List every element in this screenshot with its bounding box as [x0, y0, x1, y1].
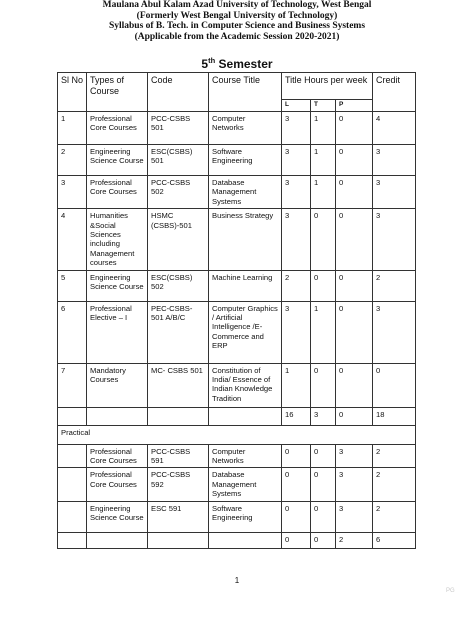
syllabus-table	[57, 72, 416, 549]
cell-l: 3	[282, 209, 311, 270]
cell-type: Professional Core Courses	[87, 176, 148, 209]
cell-t: 0	[311, 363, 336, 407]
cell-t: 1	[311, 301, 336, 363]
semester-number: 5	[201, 57, 209, 71]
semester-suffix: th	[208, 56, 216, 65]
header-t: T	[311, 100, 336, 112]
cell-empty	[209, 532, 282, 548]
table-row	[58, 444, 416, 468]
header-credit: Credit	[373, 73, 416, 112]
total-t: 3	[311, 407, 336, 425]
cell-code: PCC-CSBS 592	[148, 468, 209, 501]
cell-p: 0	[336, 363, 373, 407]
cell-t: 1	[311, 176, 336, 209]
cell-l: 3	[282, 176, 311, 209]
table-row	[58, 270, 416, 301]
cell-p: 0	[336, 209, 373, 270]
syllabus-title: Syllabus of B. Tech. in Computer Science and Business Systems	[108, 21, 366, 31]
cell-type: Engineering Science Course	[87, 145, 148, 176]
table-row	[58, 301, 416, 363]
table-row	[58, 176, 416, 209]
cell-empty	[87, 407, 148, 425]
table-row	[58, 209, 416, 270]
cell-empty	[58, 468, 87, 501]
cell-empty	[58, 501, 87, 532]
total-credit: 6	[373, 532, 416, 548]
cell-credit: 3	[373, 209, 416, 270]
cell-credit: 4	[373, 112, 416, 145]
cell-type: Professional Core Courses	[87, 112, 148, 145]
cell-p: 3	[336, 444, 373, 468]
cell-code: PCC-CSBS 501	[148, 112, 209, 145]
header-p: P	[336, 100, 373, 112]
cell-code: HSMC (CSBS)-501	[148, 209, 209, 270]
former-name: (Formerly West Bengal University of Technology)	[136, 10, 338, 21]
cell-code: ESC 591	[148, 501, 209, 532]
cell-title: Computer Networks	[209, 112, 282, 145]
cell-empty	[87, 532, 148, 548]
cell-p: 3	[336, 501, 373, 532]
cell-credit: 2	[373, 270, 416, 301]
total-l: 16	[282, 407, 311, 425]
header-code: Code	[148, 73, 209, 112]
cell-t: 0	[311, 444, 336, 468]
table-row	[58, 145, 416, 176]
cell-l: 0	[282, 501, 311, 532]
cell-t: 0	[311, 501, 336, 532]
cell-l: 3	[282, 145, 311, 176]
cell-empty	[209, 407, 282, 425]
document-header	[0, 0, 474, 42]
header-hours: Title Hours per week	[282, 73, 373, 100]
cell-t: 0	[311, 270, 336, 301]
cell-sl: 5	[58, 270, 87, 301]
session-note: (Applicable from the Academic Session 2020-2021)	[134, 31, 340, 42]
cell-sl: 7	[58, 363, 87, 407]
cell-title: Database Management Systems	[209, 176, 282, 209]
cell-t: 0	[311, 468, 336, 501]
cell-credit: 3	[373, 176, 416, 209]
cell-credit: 2	[373, 444, 416, 468]
cell-sl: 3	[58, 176, 87, 209]
cell-credit: 0	[373, 363, 416, 407]
watermark: PG	[446, 588, 455, 594]
total-p: 0	[336, 407, 373, 425]
cell-l: 3	[282, 112, 311, 145]
table-row	[58, 112, 416, 145]
practical-header-row	[58, 425, 416, 444]
cell-type: Engineering Science Course	[87, 270, 148, 301]
cell-t: 1	[311, 145, 336, 176]
practical-label: Practical	[58, 425, 416, 444]
cell-type: Professional Core Courses	[87, 444, 148, 468]
cell-code: PCC-CSBS 502	[148, 176, 209, 209]
cell-p: 3	[336, 468, 373, 501]
header-sl: Sl No	[58, 73, 87, 112]
cell-sl: 1	[58, 112, 87, 145]
header-row	[58, 73, 416, 100]
cell-type: Humanities &Social Sciences including Management courses	[87, 209, 148, 270]
cell-code: ESC(CSBS) 502	[148, 270, 209, 301]
table-row	[58, 468, 416, 501]
page-number: 1	[234, 576, 240, 585]
cell-title: Constitution of India/ Essence of Indian Knowledge Tradition	[209, 363, 282, 407]
semester-heading	[0, 56, 474, 71]
cell-p: 0	[336, 270, 373, 301]
cell-l: 1	[282, 363, 311, 407]
cell-empty	[148, 407, 209, 425]
total-credit: 18	[373, 407, 416, 425]
cell-title: Business Strategy	[209, 209, 282, 270]
cell-sl: 2	[58, 145, 87, 176]
total-l: 0	[282, 532, 311, 548]
cell-type: Professional Core Courses	[87, 468, 148, 501]
cell-empty	[58, 444, 87, 468]
cell-code: PCC-CSBS 591	[148, 444, 209, 468]
table-row	[58, 501, 416, 532]
cell-title: Computer Graphics / Artificial Intelligence /E-Commerce and ERP	[209, 301, 282, 363]
cell-credit: 2	[373, 501, 416, 532]
cell-code: MC- CSBS 501	[148, 363, 209, 407]
table-row	[58, 363, 416, 407]
cell-code: PEC-CSBS- 501 A/B/C	[148, 301, 209, 363]
header-title: Course Title	[209, 73, 282, 112]
cell-type: Engineering Science Course	[87, 501, 148, 532]
header-type: Types of Course	[87, 73, 148, 112]
cell-credit: 3	[373, 145, 416, 176]
cell-title: Computer Networks	[209, 444, 282, 468]
cell-empty	[148, 532, 209, 548]
semester-label: Semester	[218, 57, 273, 71]
cell-credit: 2	[373, 468, 416, 501]
cell-l: 2	[282, 270, 311, 301]
cell-p: 0	[336, 112, 373, 145]
cell-sl: 4	[58, 209, 87, 270]
theory-total-row	[58, 407, 416, 425]
cell-empty	[58, 532, 87, 548]
cell-p: 0	[336, 145, 373, 176]
cell-type: Professional Elective – I	[87, 301, 148, 363]
total-p: 2	[336, 532, 373, 548]
cell-sl: 6	[58, 301, 87, 363]
university-name: Maulana Abul Kalam Azad University of Technology, West Bengal	[102, 0, 372, 10]
cell-t: 0	[311, 209, 336, 270]
cell-empty	[58, 407, 87, 425]
cell-l: 0	[282, 444, 311, 468]
cell-p: 0	[336, 176, 373, 209]
cell-title: Machine Learning	[209, 270, 282, 301]
header-l: L	[282, 100, 311, 112]
cell-title: Database Management Systems	[209, 468, 282, 501]
cell-title: Software Engineering	[209, 501, 282, 532]
cell-title: Software Engineering	[209, 145, 282, 176]
cell-l: 3	[282, 301, 311, 363]
cell-code: ESC(CSBS) 501	[148, 145, 209, 176]
cell-credit: 3	[373, 301, 416, 363]
cell-p: 0	[336, 301, 373, 363]
total-t: 0	[311, 532, 336, 548]
practical-total-row	[58, 532, 416, 548]
cell-l: 0	[282, 468, 311, 501]
cell-type: Mandatory Courses	[87, 363, 148, 407]
cell-t: 1	[311, 112, 336, 145]
